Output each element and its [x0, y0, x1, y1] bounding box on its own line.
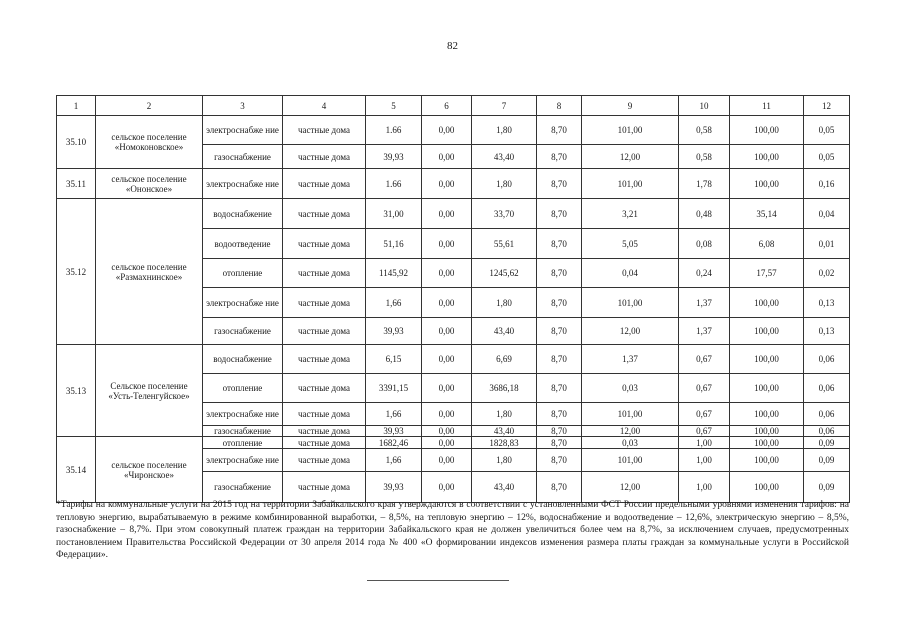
value-cell-c12: 0,05 [804, 116, 850, 145]
housing-type-cell: частные дома [283, 374, 366, 403]
value-cell-c7: 1,80 [472, 169, 537, 199]
header-cell: 12 [804, 96, 850, 116]
housing-type-cell: частные дома [283, 169, 366, 199]
value-cell-c10: 0,67 [679, 345, 730, 374]
settlement-cell: сельское поселение «Номоконовское» [96, 116, 203, 169]
group-code-cell: 35.13 [57, 345, 96, 437]
value-cell-c10: 1,78 [679, 169, 730, 199]
value-cell-c5: 31,00 [366, 199, 422, 229]
housing-type-cell: частные дома [283, 437, 366, 449]
housing-type-cell: частные дома [283, 116, 366, 145]
group-code-cell: 35.12 [57, 199, 96, 345]
housing-type-cell: частные дома [283, 426, 366, 437]
value-cell-c9: 0,03 [582, 437, 679, 449]
housing-type-cell: частные дома [283, 449, 366, 472]
value-cell-c6: 0,00 [422, 345, 472, 374]
housing-type-cell: частные дома [283, 145, 366, 169]
housing-type-cell: частные дома [283, 229, 366, 259]
value-cell-c11: 100,00 [730, 449, 804, 472]
value-cell-c11: 100,00 [730, 169, 804, 199]
service-cell: водоснабжение [203, 199, 283, 229]
value-cell-c10: 1,00 [679, 449, 730, 472]
service-cell: отопление [203, 374, 283, 403]
value-cell-c12: 0,09 [804, 449, 850, 472]
value-cell-c9: 101,00 [582, 403, 679, 426]
value-cell-c11: 100,00 [730, 403, 804, 426]
value-cell-c5: 39,93 [366, 318, 422, 345]
value-cell-c11: 100,00 [730, 426, 804, 437]
value-cell-c5: 39,93 [366, 472, 422, 503]
service-cell: отопление [203, 437, 283, 449]
service-cell: отопление [203, 259, 283, 288]
value-cell-c12: 0,06 [804, 426, 850, 437]
value-cell-c10: 1,37 [679, 318, 730, 345]
value-cell-c8: 8,70 [537, 374, 582, 403]
housing-type-cell: частные дома [283, 259, 366, 288]
value-cell-c6: 0,00 [422, 259, 472, 288]
value-cell-c11: 100,00 [730, 116, 804, 145]
header-cell: 4 [283, 96, 366, 116]
value-cell-c7: 3686,18 [472, 374, 537, 403]
value-cell-c10: 0,58 [679, 116, 730, 145]
value-cell-c5: 6,15 [366, 345, 422, 374]
table-row [57, 199, 850, 229]
value-cell-c9: 101,00 [582, 288, 679, 318]
value-cell-c7: 1245,62 [472, 259, 537, 288]
service-cell: газоснабжение [203, 426, 283, 437]
value-cell-c5: 1.66 [366, 116, 422, 145]
value-cell-c12: 0,06 [804, 345, 850, 374]
value-cell-c10: 1,00 [679, 437, 730, 449]
service-cell: газоснабжение [203, 318, 283, 345]
tariff-table [56, 95, 850, 503]
closing-rule [367, 580, 509, 581]
service-cell: газоснабжение [203, 472, 283, 503]
value-cell-c12: 0,09 [804, 437, 850, 449]
value-cell-c10: 0,48 [679, 199, 730, 229]
service-cell: электроснабже ние [203, 116, 283, 145]
table-row [57, 437, 850, 449]
value-cell-c7: 43,40 [472, 472, 537, 503]
service-cell: электроснабже ние [203, 169, 283, 199]
value-cell-c8: 8,70 [537, 288, 582, 318]
housing-type-cell: частные дома [283, 318, 366, 345]
value-cell-c12: 0,09 [804, 472, 850, 503]
group-code-cell: 35.11 [57, 169, 96, 199]
header-cell: 6 [422, 96, 472, 116]
value-cell-c7: 6,69 [472, 345, 537, 374]
value-cell-c11: 35,14 [730, 199, 804, 229]
value-cell-c5: 1682,46 [366, 437, 422, 449]
value-cell-c11: 100,00 [730, 437, 804, 449]
settlement-cell: сельское поселение «Чиронское» [96, 437, 203, 503]
value-cell-c11: 100,00 [730, 288, 804, 318]
header-cell: 9 [582, 96, 679, 116]
value-cell-c7: 55,61 [472, 229, 537, 259]
value-cell-c10: 0,08 [679, 229, 730, 259]
value-cell-c7: 43,40 [472, 426, 537, 437]
settlement-cell: сельское поселение «Размахнинское» [96, 199, 203, 345]
value-cell-c5: 51,16 [366, 229, 422, 259]
value-cell-c8: 8,70 [537, 199, 582, 229]
value-cell-c6: 0,00 [422, 449, 472, 472]
value-cell-c5: 1,66 [366, 449, 422, 472]
value-cell-c9: 101,00 [582, 169, 679, 199]
header-cell: 8 [537, 96, 582, 116]
service-cell: электроснабже ние [203, 403, 283, 426]
value-cell-c5: 1,66 [366, 403, 422, 426]
value-cell-c6: 0,00 [422, 116, 472, 145]
page-number: 82 [447, 40, 458, 52]
value-cell-c11: 6,08 [730, 229, 804, 259]
value-cell-c10: 1,37 [679, 288, 730, 318]
value-cell-c7: 1,80 [472, 116, 537, 145]
value-cell-c11: 17,57 [730, 259, 804, 288]
housing-type-cell: частные дома [283, 199, 366, 229]
value-cell-c8: 8,70 [537, 116, 582, 145]
value-cell-c5: 1.66 [366, 169, 422, 199]
value-cell-c7: 1,80 [472, 403, 537, 426]
value-cell-c9: 101,00 [582, 116, 679, 145]
value-cell-c10: 0,58 [679, 145, 730, 169]
value-cell-c10: 0,67 [679, 374, 730, 403]
value-cell-c5: 3391,15 [366, 374, 422, 403]
table-header-row [57, 96, 850, 116]
value-cell-c11: 100,00 [730, 145, 804, 169]
value-cell-c12: 0,02 [804, 259, 850, 288]
value-cell-c12: 0,13 [804, 318, 850, 345]
value-cell-c5: 1,66 [366, 288, 422, 318]
housing-type-cell: частные дома [283, 403, 366, 426]
service-cell: водоснабжение [203, 345, 283, 374]
value-cell-c7: 1,80 [472, 449, 537, 472]
value-cell-c6: 0,00 [422, 426, 472, 437]
value-cell-c11: 100,00 [730, 472, 804, 503]
value-cell-c6: 0,00 [422, 229, 472, 259]
group-code-cell: 35.14 [57, 437, 96, 503]
value-cell-c6: 0,00 [422, 437, 472, 449]
table-row [57, 345, 850, 374]
value-cell-c8: 8,70 [537, 345, 582, 374]
value-cell-c9: 12,00 [582, 318, 679, 345]
value-cell-c12: 0,06 [804, 374, 850, 403]
value-cell-c6: 0,00 [422, 374, 472, 403]
housing-type-cell: частные дома [283, 472, 366, 503]
value-cell-c8: 8,70 [537, 169, 582, 199]
value-cell-c8: 8,70 [537, 449, 582, 472]
header-cell: 7 [472, 96, 537, 116]
table-row [57, 116, 850, 145]
value-cell-c8: 8,70 [537, 426, 582, 437]
tariff-table-body [57, 96, 850, 503]
service-cell: электроснабже ние [203, 449, 283, 472]
value-cell-c10: 0,67 [679, 403, 730, 426]
value-cell-c7: 33,70 [472, 199, 537, 229]
settlement-cell: Сельское поселение «Усть-Теленгуйское» [96, 345, 203, 437]
value-cell-c9: 5,05 [582, 229, 679, 259]
value-cell-c8: 8,70 [537, 403, 582, 426]
value-cell-c9: 12,00 [582, 472, 679, 503]
header-cell: 2 [96, 96, 203, 116]
table-row [57, 169, 850, 199]
value-cell-c9: 12,00 [582, 145, 679, 169]
value-cell-c12: 0,13 [804, 288, 850, 318]
header-cell: 10 [679, 96, 730, 116]
value-cell-c12: 0,01 [804, 229, 850, 259]
value-cell-c6: 0,00 [422, 199, 472, 229]
service-cell: газоснабжение [203, 145, 283, 169]
value-cell-c8: 8,70 [537, 318, 582, 345]
value-cell-c7: 43,40 [472, 145, 537, 169]
value-cell-c11: 100,00 [730, 345, 804, 374]
value-cell-c11: 100,00 [730, 374, 804, 403]
value-cell-c12: 0,05 [804, 145, 850, 169]
value-cell-c5: 1145,92 [366, 259, 422, 288]
header-cell: 11 [730, 96, 804, 116]
value-cell-c12: 0,04 [804, 199, 850, 229]
value-cell-c7: 1828,83 [472, 437, 537, 449]
value-cell-c9: 12,00 [582, 426, 679, 437]
value-cell-c6: 0,00 [422, 145, 472, 169]
value-cell-c6: 0,00 [422, 472, 472, 503]
value-cell-c8: 8,70 [537, 472, 582, 503]
value-cell-c6: 0,00 [422, 403, 472, 426]
footnote: *Тарифы на коммунальные услуги на 2015 год на территории Забайкальского края утверждаются в соответствии с установленными ФСТ России предельными уровнями изменения тарифов: на тепловую энергию, вырабатываемую в режиме комбинированной выработки, – 8,5%, на тепловую энергию – 12%, водоснабжение и водоотведение – 12,6%, электрическую энергию – 8,5%, газоснабжение – 8,7%. При этом совокупный платеж граждан на территории Забайкальского края не должен увеличиться более чем на 8,7%, за исключением случаев, предусмотренных постановлением Правительства Российской Федерации от 30 апреля 2014 года № 400 «О формировании индексов изменения размера платы граждан за коммунальные услуги в Российской Федерации». [56, 500, 849, 561]
value-cell-c8: 8,70 [537, 437, 582, 449]
value-cell-c6: 0,00 [422, 169, 472, 199]
header-cell: 3 [203, 96, 283, 116]
value-cell-c9: 1,37 [582, 345, 679, 374]
housing-type-cell: частные дома [283, 345, 366, 374]
value-cell-c8: 8,70 [537, 229, 582, 259]
value-cell-c8: 8,70 [537, 259, 582, 288]
housing-type-cell: частные дома [283, 288, 366, 318]
value-cell-c12: 0,06 [804, 403, 850, 426]
value-cell-c9: 3,21 [582, 199, 679, 229]
value-cell-c9: 0,04 [582, 259, 679, 288]
service-cell: водоотведение [203, 229, 283, 259]
service-cell: электроснабже ние [203, 288, 283, 318]
value-cell-c9: 101,00 [582, 449, 679, 472]
value-cell-c12: 0,16 [804, 169, 850, 199]
value-cell-c8: 8,70 [537, 145, 582, 169]
value-cell-c10: 1,00 [679, 472, 730, 503]
value-cell-c10: 0,24 [679, 259, 730, 288]
header-cell: 5 [366, 96, 422, 116]
value-cell-c10: 0,67 [679, 426, 730, 437]
value-cell-c11: 100,00 [730, 318, 804, 345]
value-cell-c7: 1,80 [472, 288, 537, 318]
value-cell-c6: 0,00 [422, 318, 472, 345]
value-cell-c5: 39,93 [366, 145, 422, 169]
value-cell-c5: 39,93 [366, 426, 422, 437]
header-cell: 1 [57, 96, 96, 116]
settlement-cell: сельское поселение «Ононское» [96, 169, 203, 199]
group-code-cell: 35.10 [57, 116, 96, 169]
value-cell-c7: 43,40 [472, 318, 537, 345]
value-cell-c9: 0,03 [582, 374, 679, 403]
value-cell-c6: 0,00 [422, 288, 472, 318]
